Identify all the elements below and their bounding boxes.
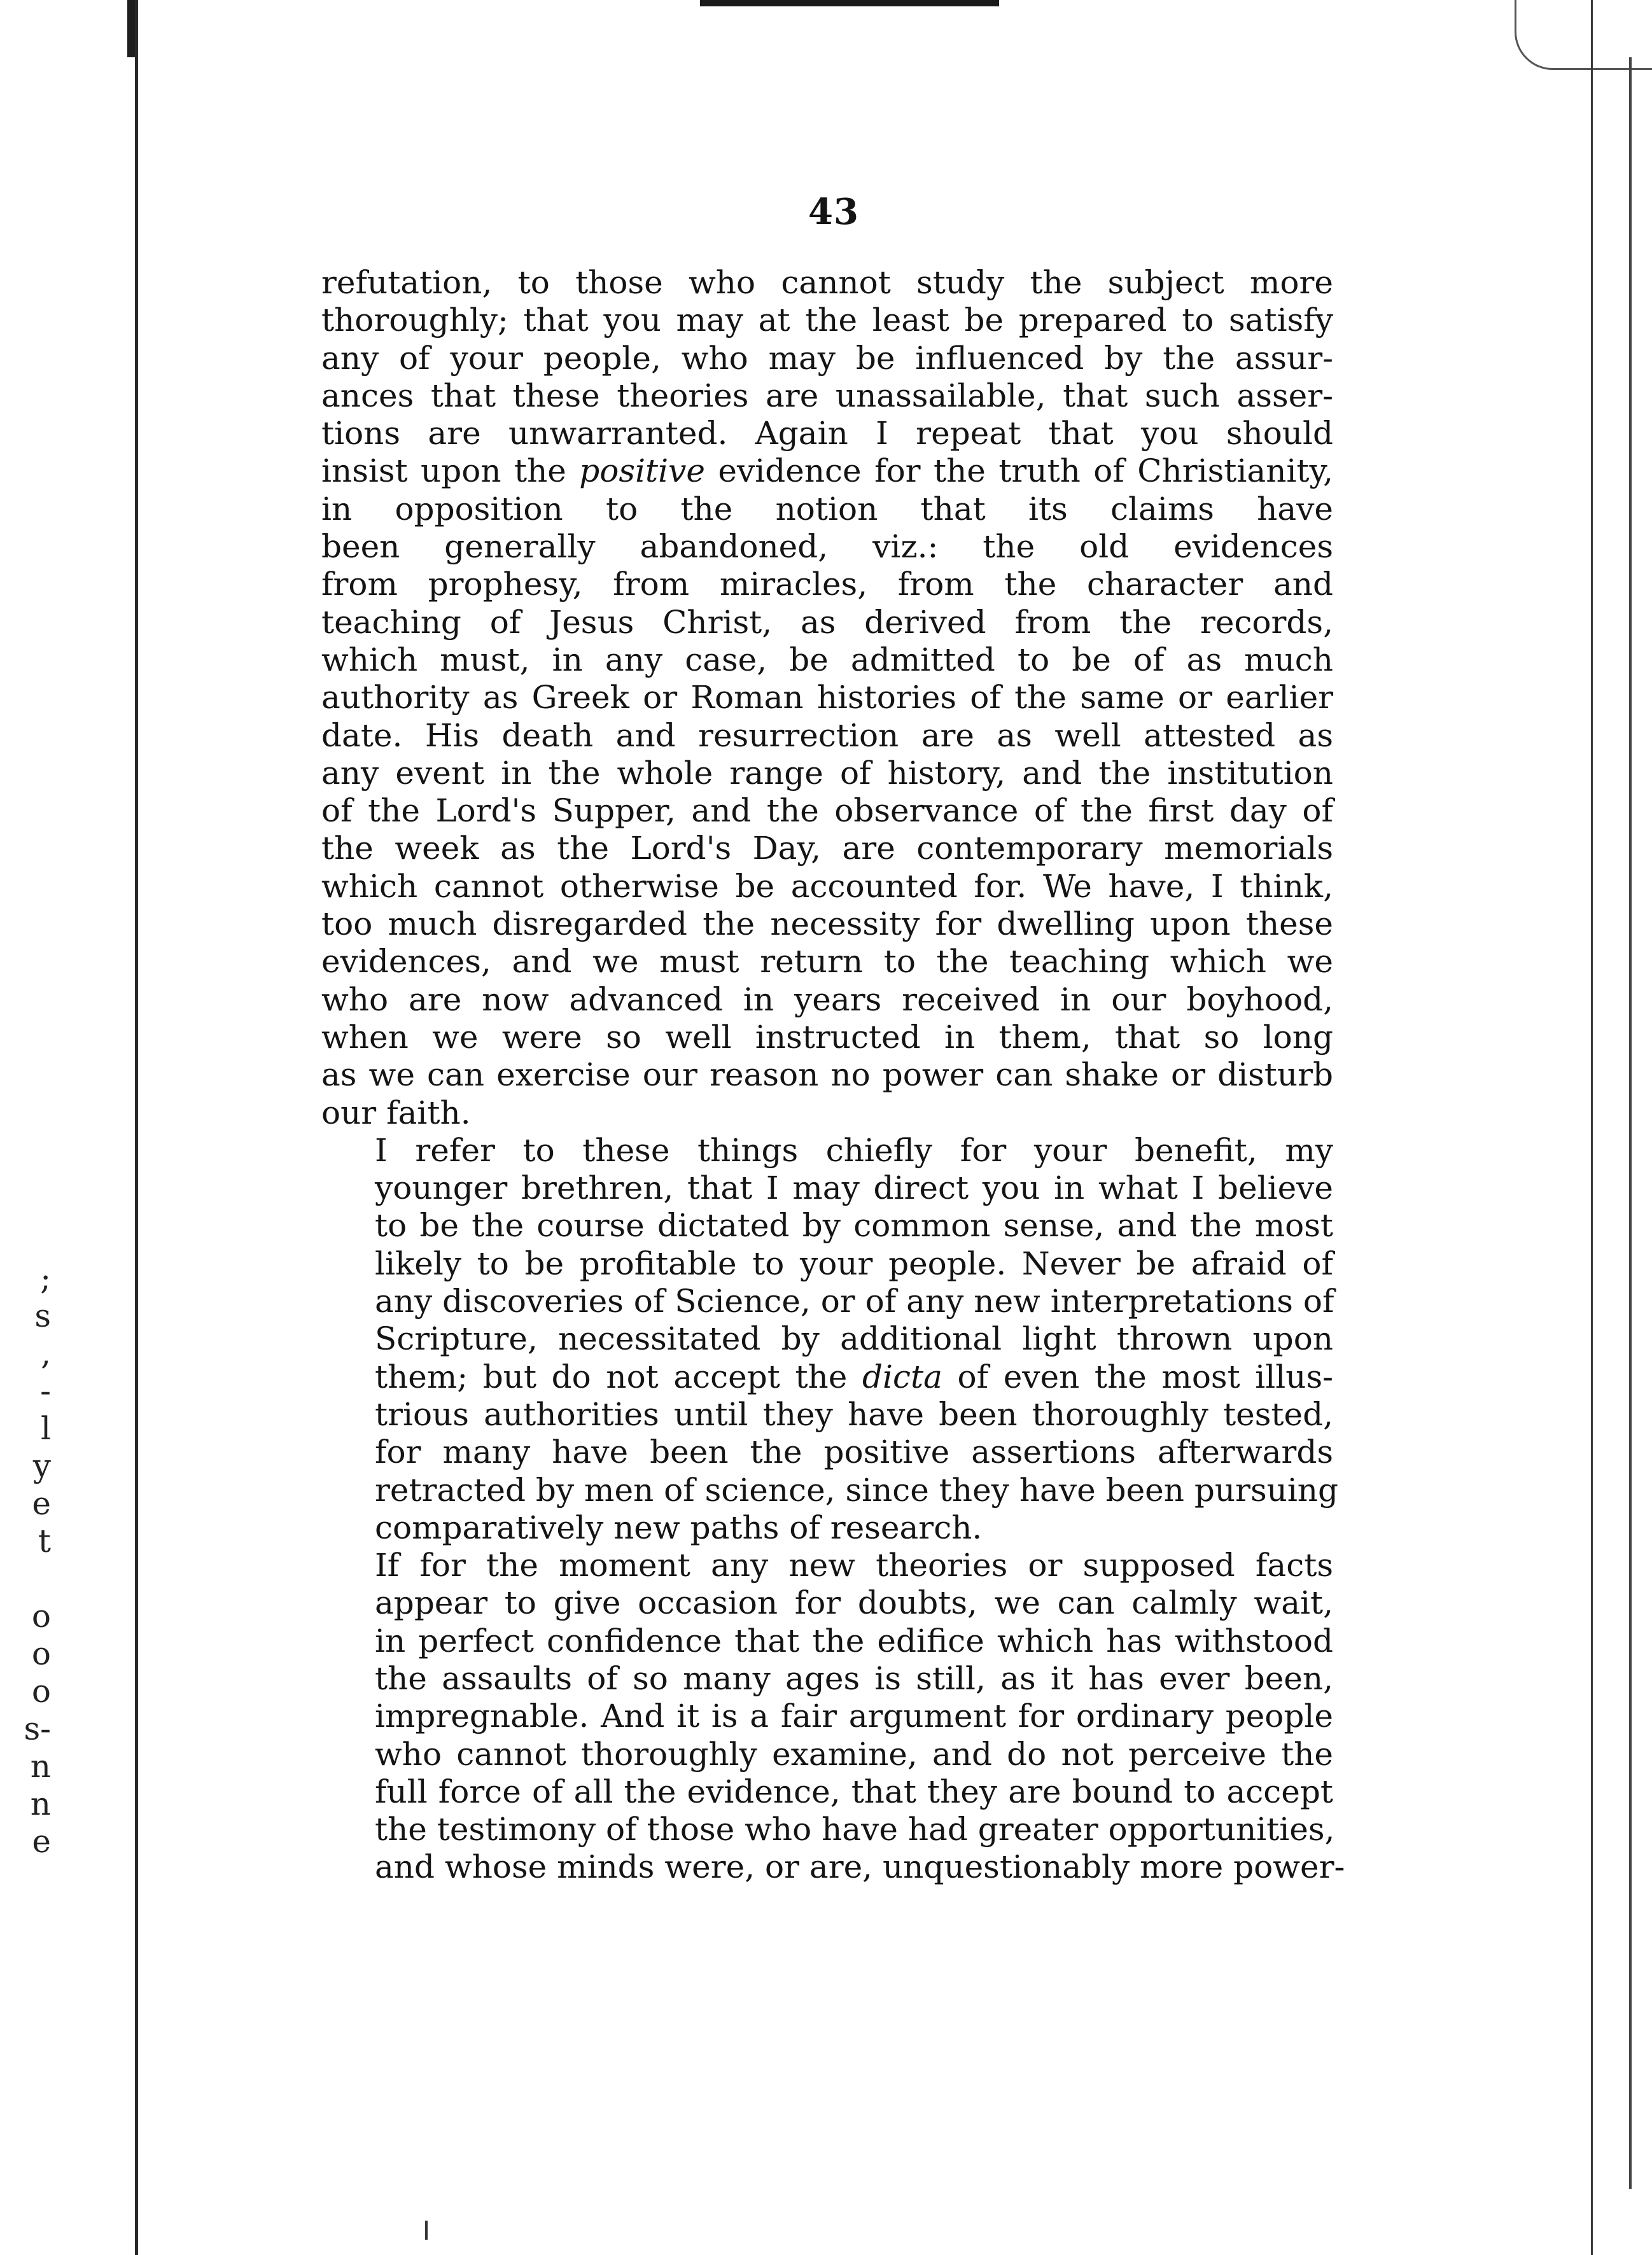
text-line: likely to be profitable to your people. Never be afraid of: [375, 1245, 1333, 1282]
binding-edge: [135, 0, 138, 2255]
fragment-char: n: [30, 1748, 51, 1785]
text-line: in perfect confidence that the edifice which has withstood: [375, 1622, 1333, 1659]
text-line: tions are unwarranted. Again I repeat that you should: [321, 415, 1333, 452]
text-line: refutation, to those who cannot study the subject more: [321, 264, 1333, 301]
text-line: as we can exercise our reason no power can shake or disturb: [321, 1056, 1333, 1094]
text-line: which cannot otherwise be accounted for. We have, I think,: [321, 867, 1333, 905]
fragment-char: y: [32, 1448, 51, 1484]
fragment-char: o: [31, 1598, 51, 1635]
text-line: any discoveries of Science, or of any new interpretations of: [375, 1283, 1334, 1320]
facing-page-fragments: [0, 1260, 51, 1861]
text-line: appear to give occasion for doubts, we can calmly wait,: [375, 1584, 1333, 1622]
fragment-char: l: [41, 1410, 51, 1447]
page-curl-edge: [1591, 0, 1652, 2255]
text-line: in opposition to the notion that its claims have: [321, 490, 1333, 527]
fragment-char: o: [31, 1635, 51, 1672]
fragment-char: s: [34, 1297, 51, 1334]
scan-mark-bottom: [425, 2221, 428, 2240]
fragment-char: ;: [40, 1260, 51, 1297]
page-curl-line: [1629, 57, 1632, 2189]
text-line: the week as the Lord's Day, are contemporary memorials: [321, 830, 1333, 867]
text-line: them; but do not accept the dicta of even the most illus-: [375, 1358, 1334, 1395]
text-line: to be the course dictated by common sense, and the most: [375, 1207, 1333, 1245]
page-number: 43: [808, 191, 859, 233]
text-line: ances that these theories are unassailable, that such asser-: [321, 377, 1333, 414]
scan-edge-top: [700, 0, 999, 6]
text-line: for many have been the positive assertions afterwards: [375, 1434, 1333, 1471]
text-line: our faith.: [321, 1094, 471, 1131]
text-line: been generally abandoned, viz.: the old evidences: [321, 528, 1333, 566]
text-line: who cannot thoroughly examine, and do not perceive the: [375, 1735, 1333, 1773]
text-line: any of your people, who may be influenced by the assur-: [321, 339, 1333, 377]
text-line: retracted by men of science, since they have been pursuing: [375, 1471, 1339, 1509]
text-line: If for the moment any new theories or supposed facts: [375, 1547, 1333, 1584]
text-line: evidences, and we must return to the teaching which we: [321, 943, 1333, 981]
text-line: who are now advanced in years received in our boyhood,: [321, 981, 1333, 1018]
text-line: insist upon the positive evidence for the truth of Christianity,: [321, 452, 1333, 490]
text-line: trious authorities until they have been thoroughly tested,: [375, 1395, 1333, 1433]
paragraph: [321, 1547, 1345, 1887]
text-line: thoroughly; that you may at the least be prepared to satisfy: [321, 302, 1333, 339]
text-line: and whose minds were, or are, unquestionably more power-: [375, 1848, 1345, 1886]
text-line: any event in the whole range of history, and the institution: [321, 754, 1333, 792]
text-line: date. His death and resurrection are as well attested as: [321, 716, 1333, 754]
text-line: the assaults of so many ages is still, as it has ever been,: [375, 1659, 1333, 1697]
text-line: Scripture, necessitated by additional light thrown upon: [375, 1320, 1333, 1358]
fragment-char: [0, 1560, 51, 1598]
fragment-char: ,: [41, 1335, 51, 1372]
text-line: comparatively new paths of research.: [375, 1509, 983, 1546]
text-line: which must, in any case, be admitted to be of as much: [321, 641, 1333, 678]
text-line: full force of all the evidence, that they are bound to accept: [375, 1773, 1333, 1810]
fragment-char: t: [38, 1523, 51, 1560]
text-line: teaching of Jesus Christ, as derived from the records,: [321, 603, 1333, 641]
text-line: too much disregarded the necessity for dwelling upon these: [321, 905, 1333, 943]
text-line: when we were so well instructed in them, that so long: [321, 1018, 1333, 1056]
fragment-char: e: [32, 1485, 51, 1522]
fragment-char: s-: [24, 1710, 51, 1747]
text-line: of the Lord's Supper, and the observance of the first day of: [321, 792, 1333, 830]
paragraph: [321, 264, 1333, 1132]
text-line: I refer to these things chiefly for your benefit, my: [375, 1131, 1333, 1169]
text-line: impregnable. And it is a fair argument for ordinary people: [375, 1698, 1333, 1735]
fragment-char: e: [32, 1823, 51, 1860]
fragment-char: n: [30, 1785, 51, 1822]
fragment-char: o: [31, 1673, 51, 1710]
paragraph: [321, 1131, 1339, 1547]
body-text: [321, 264, 1345, 1887]
text-line: younger brethren, that I may direct you in what I believe: [375, 1169, 1333, 1207]
fragment-char: -: [40, 1372, 51, 1409]
text-line: the testimony of those who have had greater opportunities,: [375, 1811, 1335, 1848]
text-line: from prophesy, from miracles, from the character and: [321, 566, 1333, 603]
text-line: authority as Greek or Roman histories of the same or earlier: [321, 679, 1333, 716]
